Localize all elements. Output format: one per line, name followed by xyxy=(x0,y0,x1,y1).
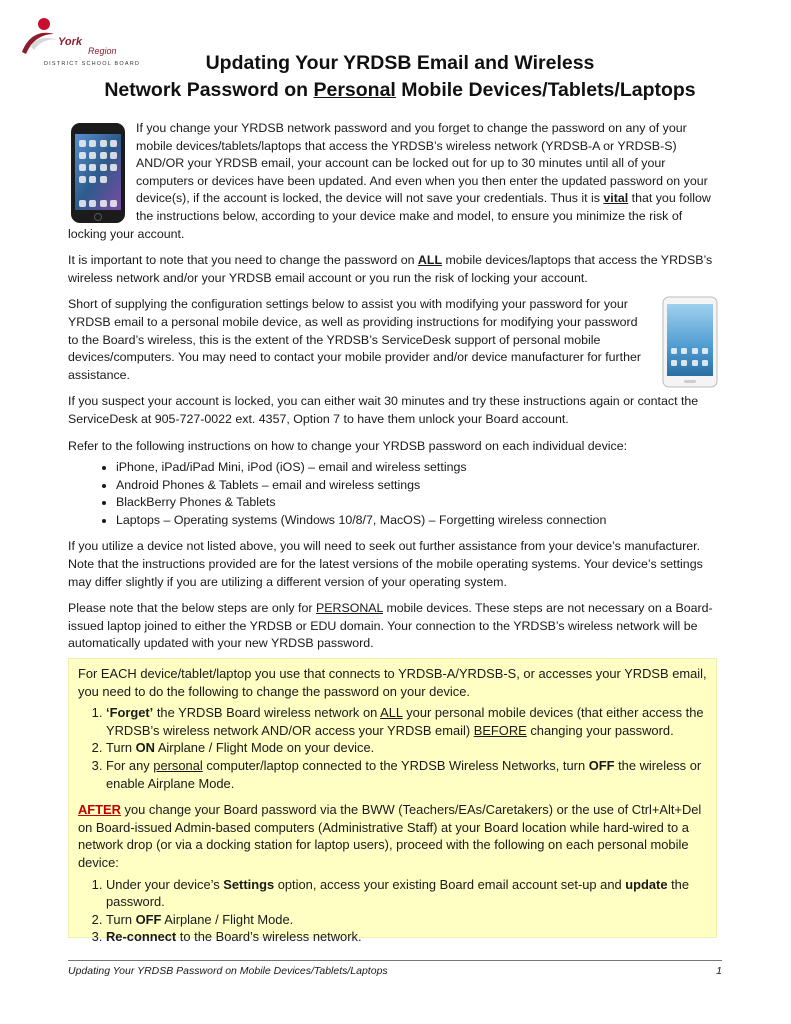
iphone-icon xyxy=(70,122,126,224)
step2-text-a: Turn xyxy=(106,740,136,756)
page-number: 1 xyxy=(716,965,722,977)
after-paragraph xyxy=(78,801,707,871)
list-item: • BlackBerry Phones & Tablets xyxy=(116,494,718,512)
not-listed-paragraph: If you utilize a device not listed above, you will need to seek out further assistance from your device’s manufacturer. Note that the instructions provided are for the latest versions of the mobile operating systems. Your device’s settings may differ slightly if you are utilizing a different version of your operating system. xyxy=(68,539,703,589)
list-item xyxy=(106,757,707,792)
intro-text-2: that you follow the instructions below, according to your device make and model, to ensure you minimize the risk of locking your account. xyxy=(68,191,711,241)
list-item xyxy=(106,928,707,946)
s1-text-a: Under your device’s xyxy=(106,876,224,892)
title-personal: Personal xyxy=(313,79,396,101)
step2-text-b: Airplane / Flight Mode on your device. xyxy=(154,740,375,756)
step3-off: OFF xyxy=(588,757,615,773)
s1-update: update xyxy=(625,876,668,892)
step3-text-c: the wireless or enable Airplane Mode. xyxy=(106,757,702,791)
after-steps-list xyxy=(78,876,707,946)
note-pre: Please note that the below steps are only for xyxy=(68,601,316,616)
list-item: • Laptops – Operating systems (Windows 10/8/7, MacOS) – Forgetting wireless connection xyxy=(116,512,718,530)
locked-paragraph: If you suspect your account is locked, you can either wait 30 minutes and try these instructions again or contact the ServiceDesk at 905-727-0022 ext. 4357, Option 7 to have them unlock your Board account. xyxy=(68,394,699,426)
important-pre: It is important to note that you need to change the password on xyxy=(68,253,418,268)
intro-text-1: If you change your YRDSB network password and you forget to change the password on any of your mobile devices/tablets/laptops that access the YRDSB’s wireless network (YRDSB-A or YRDSB-S) AND/OR your YRDSB email, your account can be locked out for up to 30 minutes until all of your computers or devices have been updated. And even when you then enter the updated password on your device(s), if the account is locked, the device will not save your credentials. Thus it is xyxy=(136,121,708,206)
step2-on: ON xyxy=(135,740,155,756)
step1-text-a: the YRDSB Board wireless network on xyxy=(153,705,381,721)
logo-dsb: DISTRICT SCHOOL BOARD xyxy=(44,61,141,67)
personal-note-paragraph xyxy=(68,600,718,653)
step1-text-c: changing your password. xyxy=(526,722,674,738)
logo-york: York xyxy=(58,36,83,48)
step1-text-b: your personal mobile devices (that either access the YRDSB’s wireless network AND/OR access your YRDSB email) xyxy=(106,705,704,738)
title-line-1: Updating Your YRDSB Email and Wireless xyxy=(205,52,595,74)
page-footer xyxy=(68,960,722,977)
important-paragraph xyxy=(68,252,718,287)
s2-text-b: Airplane / Flight Mode. xyxy=(161,911,294,927)
before-steps-list xyxy=(78,704,707,792)
step1-all: ALL xyxy=(380,705,403,721)
step1-before: BEFORE xyxy=(473,722,527,738)
note-post: mobile devices. These steps are not necessary on a Board-issued laptop joined to either the YRDSB or EDU domain. Your connection to the YRDSB’s wireless network will be automatically updated with your new YRDSB password. xyxy=(68,601,713,651)
s3-text-b: to the Board’s wireless network. xyxy=(176,929,362,945)
step3-text-b: computer/laptop connected to the YRDSB Wireless Networks, turn xyxy=(202,757,589,773)
tablet-icon xyxy=(662,296,718,388)
title-line-2-pre: Network Password on xyxy=(104,79,314,101)
list-item xyxy=(106,704,707,739)
intro-paragraph xyxy=(68,120,718,243)
s2-text-a: Turn xyxy=(106,911,136,927)
title-line-2-post: Mobile Devices/Tablets/Laptops xyxy=(395,79,696,101)
step3-text-a: For any xyxy=(106,757,154,773)
after-text: you change your Board password via the BWW (Teachers/EAs/Caretakers) or the use of Ctrl+Alt+Del on Board-issued Admin-based computers (Administrative Staff) at your Board location while hard-wired to a network drop (or via a docking station for laptop users), proceed with the following on each personal mobile device: xyxy=(78,802,702,870)
s1-text-c: the password. xyxy=(106,876,690,910)
s1-settings: Settings xyxy=(223,876,275,892)
logo-region: Region xyxy=(88,46,117,56)
list-item: • Android Phones & Tablets – email and wireless settings xyxy=(116,477,718,495)
after-label: AFTER xyxy=(78,802,121,818)
logo-swoosh-icon xyxy=(18,16,62,56)
s1-text-b: option, access your existing Board email account set-up and xyxy=(274,876,626,892)
list-item xyxy=(106,876,707,911)
page-title xyxy=(60,50,740,104)
support-text: Short of supplying the configuration settings below to assist you with modifying your password for your YRDSB email to a personal mobile device, as well as providing instructions for modifying your password to the Board’s wireless, this is the extent of the YRDSB’s ServiceDesk support of personal mobile devices/computers. You may need to contact your mobile provider and/or device manufacturer for further assistance. xyxy=(68,297,642,382)
s3-reconnect: Re-connect xyxy=(106,929,177,945)
step-forget: ‘Forget’ xyxy=(106,705,154,721)
document-body xyxy=(68,120,718,662)
list-item xyxy=(106,911,707,929)
refer-paragraph: Refer to the following instructions on how to change your YRDSB password on each individual device: xyxy=(68,438,628,453)
instructions-callout xyxy=(68,658,717,945)
footer-title: Updating Your YRDSB Password on Mobile Devices/Tablets/Laptops xyxy=(68,965,388,977)
list-item xyxy=(106,739,707,757)
intro-vital: vital xyxy=(603,191,629,206)
note-personal: PERSONAL xyxy=(315,601,383,616)
callout-intro: For EACH device/tablet/laptop you use that connects to YRDSB-A/YRDSB-S, or accesses your YRDSB email, you need to do the following to change the password on your device. xyxy=(78,666,707,699)
important-post: mobile devices/laptops that access the YRDSB’s wireless network and/or your YRDSB email account or you run the risk of locking your account. xyxy=(68,253,713,285)
support-paragraph xyxy=(68,296,718,384)
important-all: ALL xyxy=(417,253,443,268)
list-item: • iPhone, iPad/iPad Mini, iPod (iOS) – email and wireless settings xyxy=(116,459,718,477)
step3-personal: personal xyxy=(153,757,203,773)
device-list xyxy=(68,459,718,529)
s2-off: OFF xyxy=(135,911,162,927)
